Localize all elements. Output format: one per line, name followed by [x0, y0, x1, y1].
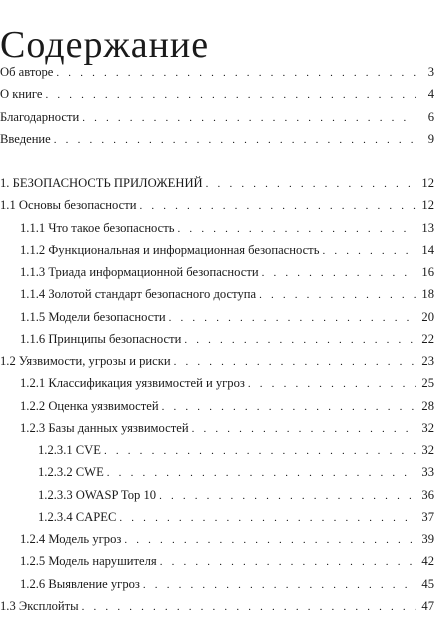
toc-entry-page: 33	[421, 465, 434, 480]
toc-entry-label: 1.2.3.4 CAPEC	[38, 509, 117, 524]
toc-entry-1-2[interactable]	[0, 350, 434, 372]
toc-entry-1-2-3-2[interactable]	[0, 461, 434, 483]
page-title: Содержание	[0, 24, 210, 67]
dot-leader	[169, 307, 416, 329]
table-of-contents	[0, 61, 434, 617]
toc-entry-page: 28	[421, 398, 434, 413]
toc-entry-label: 1.2.3 Базы данных уязвимостей	[20, 420, 189, 435]
toc-entry-1-2-6[interactable]	[0, 573, 434, 595]
toc-entry-label: 1.1.5 Модели безопасности	[20, 309, 166, 324]
toc-entry-page: 22	[421, 331, 434, 346]
dot-leader	[159, 485, 416, 507]
toc-entry-1-1-4[interactable]	[0, 283, 434, 305]
toc-entry-label: Благодарности	[0, 109, 80, 124]
toc-entry-page: 20	[421, 309, 434, 324]
dot-leader	[139, 195, 416, 217]
toc-entry-label: 1.1.1 Что такое безопасность	[20, 220, 175, 235]
toc-entry-label: 1.1.2 Функциональная и информационная безопасность	[20, 242, 320, 257]
toc-entry-page: 4	[427, 87, 434, 102]
toc-entry-page: 37	[421, 509, 434, 524]
toc-entry-1-2-3-4[interactable]	[0, 506, 434, 528]
dot-leader	[174, 351, 416, 373]
toc-entry-chapter-1[interactable]	[0, 172, 434, 194]
toc-entry-page: 36	[421, 487, 434, 502]
toc-entry-1-3[interactable]	[0, 595, 434, 617]
toc-entry-label: 1.1.6 Принципы безопасности	[20, 331, 182, 346]
toc-entry-page: 23	[421, 354, 434, 368]
dot-leader	[322, 240, 416, 262]
toc-entry-page: 13	[421, 220, 434, 235]
toc-entry-1-1[interactable]	[0, 194, 434, 216]
toc-entry-1-2-2[interactable]	[0, 395, 434, 417]
dot-leader	[192, 418, 416, 440]
toc-entry-acknowledgements[interactable]	[0, 106, 434, 128]
toc-entry-1-1-5[interactable]	[0, 306, 434, 328]
toc-entry-1-2-4[interactable]	[0, 528, 434, 550]
dot-leader	[107, 462, 416, 484]
toc-entry-1-2-3-3[interactable]	[0, 484, 434, 506]
toc-entry-1-2-5[interactable]	[0, 550, 434, 572]
toc-entry-page: 42	[421, 554, 434, 569]
toc-entry-page: 12	[421, 198, 434, 213]
dot-leader	[45, 84, 416, 106]
toc-entry-1-2-3-1[interactable]	[0, 439, 434, 461]
dot-leader	[124, 529, 416, 551]
toc-entry-label: 1.2.3.2 CWE	[38, 465, 104, 480]
toc-entry-page: 9	[427, 131, 434, 146]
toc-entry-label: 1.2.2 Оценка уязвимостей	[20, 398, 159, 413]
toc-entry-page: 32	[421, 420, 434, 435]
toc-entry-label: 1.2.5 Модель нарушителя	[20, 554, 157, 569]
toc-entry-label: 1.2 Уязвимости, угрозы и риски	[0, 354, 171, 368]
toc-entry-page: 16	[421, 265, 434, 279]
dot-leader	[248, 373, 416, 395]
toc-entry-label: О книге	[0, 87, 43, 102]
toc-entry-about-author[interactable]	[0, 61, 434, 83]
toc-entry-page: 12	[421, 176, 434, 190]
toc-entry-about-book[interactable]	[0, 83, 434, 105]
dot-leader	[162, 396, 416, 418]
dot-leader	[82, 596, 416, 618]
dot-leader	[259, 284, 416, 306]
toc-entry-label: 1.2.3.3 OWASP Top 10	[38, 487, 157, 502]
toc-entry-label: 1.2.3.1 CVE	[38, 443, 101, 457]
dot-leader	[82, 107, 416, 129]
toc-entry-page: 39	[421, 532, 434, 546]
toc-entry-label: 1.1 Основы безопасности	[0, 198, 137, 213]
dot-leader	[184, 329, 416, 351]
toc-entry-1-2-3[interactable]	[0, 417, 434, 439]
dot-leader	[143, 574, 416, 596]
dot-leader	[178, 218, 416, 240]
toc-entry-1-1-3[interactable]	[0, 261, 434, 283]
toc-entry-page: 47	[421, 598, 434, 613]
toc-entry-label: 1.2.4 Модель угроз	[20, 532, 122, 546]
dot-leader	[104, 440, 416, 462]
toc-entry-1-1-1[interactable]	[0, 217, 434, 239]
toc-entry-1-1-6[interactable]	[0, 328, 434, 350]
dot-leader	[56, 62, 416, 84]
toc-entry-page: 32	[421, 443, 434, 457]
toc-entry-1-1-2[interactable]	[0, 239, 434, 261]
toc-entry-label: 1.1.4 Золотой стандарт безопасного доступа	[20, 287, 257, 302]
toc-entry-page: 6	[427, 109, 434, 124]
dot-leader	[206, 173, 416, 195]
toc-entry-page: 14	[421, 242, 434, 257]
toc-entry-page: 3	[427, 65, 434, 79]
dot-leader	[54, 129, 416, 151]
toc-entry-1-2-1[interactable]	[0, 372, 434, 394]
dot-leader	[160, 551, 416, 573]
toc-entry-label: 1.2.1 Классификация уязвимостей и угроз	[20, 376, 245, 391]
toc-entry-page: 18	[421, 287, 434, 302]
toc-entry-page: 25	[421, 376, 434, 391]
toc-entry-label: Введение	[0, 131, 51, 146]
toc-entry-label: Об авторе	[0, 65, 54, 79]
dot-leader	[119, 507, 416, 529]
toc-entry-label: 1.2.6 Выявление угроз	[20, 576, 140, 591]
toc-entry-label: 1.1.3 Триада информационной безопасности	[20, 265, 259, 279]
dot-leader	[262, 262, 416, 284]
toc-entry-label: 1.3 Эксплойты	[0, 598, 79, 613]
toc-entry-introduction[interactable]	[0, 128, 434, 150]
toc-entry-label: 1. БЕЗОПАСНОСТЬ ПРИЛОЖЕНИЙ	[0, 176, 203, 190]
toc-entry-page: 45	[421, 576, 434, 591]
